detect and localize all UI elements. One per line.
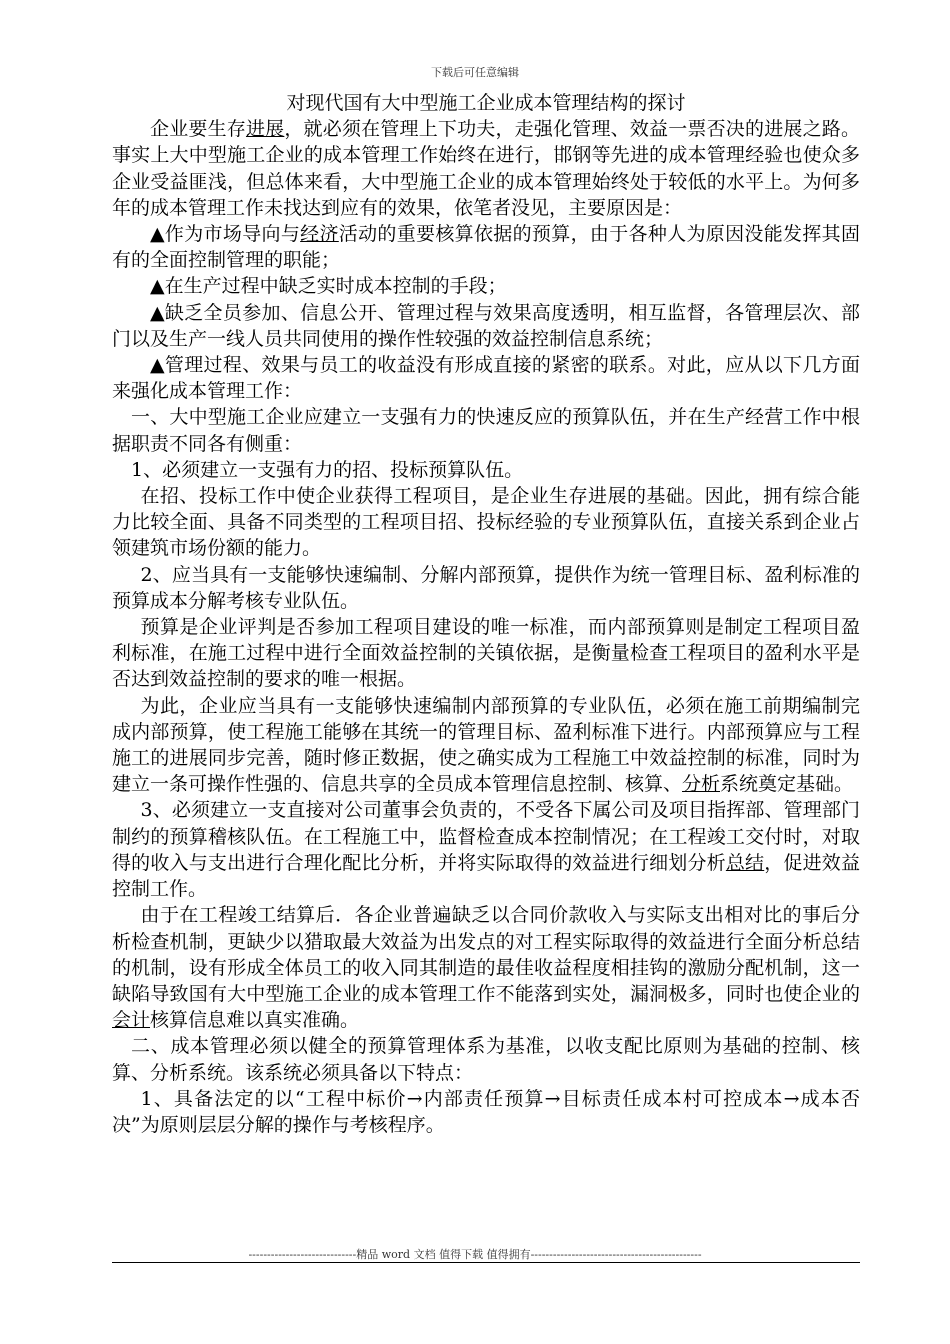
- paragraph: [112, 1086, 860, 1138]
- paragraph-text: ▲管理过程、效果与员工的收益没有形成直接的紧密的联系。对此，应从以下几方面来强化成本管理工作：: [112, 354, 860, 403]
- paragraph-text: 2、应当具有一支能够快速编制、分解内部预算，提供作为统一管理目标、盈利标准的预算成本分解考核专业队伍。: [112, 563, 860, 612]
- page-footer: -----------------------------精品 word 文档 值得下载 值得拥有----------------------------------------------: [248, 1248, 702, 1261]
- paragraph-text: 1、必须建立一支强有力的招、投标预算队伍。: [131, 458, 524, 481]
- paragraph-text: ，促进效益控制工作。: [112, 851, 860, 901]
- paragraph-text: 活动的重要核算依据的预算，由于各种人为原因没能发挥其固有的全面控制管理的职能；: [112, 223, 860, 272]
- paragraph: [112, 693, 860, 798]
- hyperlink-text[interactable]: 进展: [245, 118, 285, 141]
- paragraph: [112, 457, 860, 483]
- paragraph: [112, 221, 860, 273]
- paragraph-text: 3、必须建立一支直接对公司董事会负责的，不受各下属公司及项目指挥部、管理部门制约的预算稽核队伍。在工程施工中，监督检查成本控制情况；在工程竣工交付时，对取得的收入与支出进行合理化配比分析，并将实际取得的效益进行细划分析: [112, 799, 860, 874]
- footer-divider: [112, 1262, 860, 1263]
- paragraph-text: 在招、投标工作中使企业获得工程项目，是企业生存进展的基础。因此，拥有综合能力比较全面、具备不同类型的工程项目招、投标经验的专业预算队伍，直接关系到企业占领建筑市场份额的能力。: [112, 485, 860, 560]
- paragraph: [112, 797, 860, 902]
- hyperlink-text[interactable]: 分析: [682, 773, 721, 796]
- paragraph-text: 一、大中型施工企业应建立一支强有力的快速反应的预算队伍，并在生产经营工作中根据职责不同各有侧重：: [112, 406, 860, 455]
- paragraph-text: ▲缺乏全员参加、信息公开、管理过程与效果高度透明，相互监督，各管理层次、部门以及生产一线人员共同使用的操作性较强的效益控制信息系统；: [112, 301, 860, 350]
- paragraph-text: ▲作为市场导向与: [150, 223, 301, 246]
- paragraph: [112, 483, 860, 562]
- paragraph-list: [112, 116, 860, 1138]
- paragraph-text: 核算信息难以真实准确。: [150, 1009, 360, 1032]
- paragraph-text: 二、成本管理必须以健全的预算管理体系为基准，以收支配比原则为基础的控制、核算、分析系统。该系统必须具备以下特点：: [112, 1035, 860, 1084]
- page-header: 下载后可任意编辑: [431, 66, 519, 79]
- paragraph-text: ，就必须在管理上下功夫，走强化管理、效益一票否决的进展之路。事实上大中型施工企业的成本管理工作始终在进行，邯钢等先进的成本管理经验也使众多企业受益匪浅，但总体来看，大中型施工企业的成本管理始终处于较低的水平上。为何多年的成本管理工作未找达到应有的效果，依笔者没见，主要原因是：: [112, 118, 860, 219]
- paragraph-text: 1、具备法定的以“工程中标价→内部责任预算→目标责任成本村可控成本→成本否决”为原则层层分解的操作与考核程序。: [112, 1087, 860, 1136]
- paragraph: [112, 404, 860, 456]
- document-title: 对现代国有大中型施工企业成本管理结构的探讨: [286, 92, 686, 114]
- paragraph: [112, 1033, 860, 1085]
- paragraph-text: 系统奠定基础。: [720, 773, 854, 796]
- hyperlink-text[interactable]: 会计: [112, 1009, 151, 1032]
- paragraph-text: 为此，企业应当具有一支能够快速编制内部预算的专业队伍，必须在施工前期编制完成内部预算，使工程施工能够在其统一的管理目标、盈利标准下进行。内部预算应与工程施工的进展同步完善，随时修正数据，使之确实成为工程施工中效益控制的标准，同时为建立一条可操作性强的、信息共享的全员成本管理信息控制、核算、: [112, 694, 860, 796]
- paragraph-text: ▲在生产过程中缺乏实时成本控制的手段；: [150, 275, 507, 298]
- document-body: [112, 90, 860, 1138]
- paragraph: [112, 902, 860, 1033]
- paragraph: [112, 300, 860, 352]
- paragraph: [112, 116, 860, 221]
- paragraph-text: 由于在工程竣工结算后．各企业普遍缺乏以合同价款收入与实际支出相对比的事后分析检查机制，更缺少以猎取最大效益为出发点的对工程实际取得的效益进行全面分析总结的机制，设有形成全体员工的收入同其制造的最佳收益程度相挂钩的激励分配机制，这一缺陷导致国有大中型施工企业的成本管理工作不能落到实处，漏洞极多，同时也使企业的: [112, 904, 860, 1005]
- hyperlink-text[interactable]: 总结: [725, 851, 765, 874]
- paragraph: [112, 352, 860, 404]
- paragraph: [112, 614, 860, 693]
- paragraph: [112, 562, 860, 614]
- paragraph-text: 企业要生存: [150, 118, 246, 141]
- paragraph-text: 预算是企业评判是否参加工程项目建设的唯一标准，而内部预算则是制定工程项目盈利标准，在施工过程中进行全面效益控制的关镇依据，是衡量检查工程项目的盈利水平是否达到效益控制的要求的唯一根据。: [112, 616, 860, 691]
- hyperlink-text[interactable]: 经济: [300, 223, 339, 246]
- paragraph: [112, 273, 860, 299]
